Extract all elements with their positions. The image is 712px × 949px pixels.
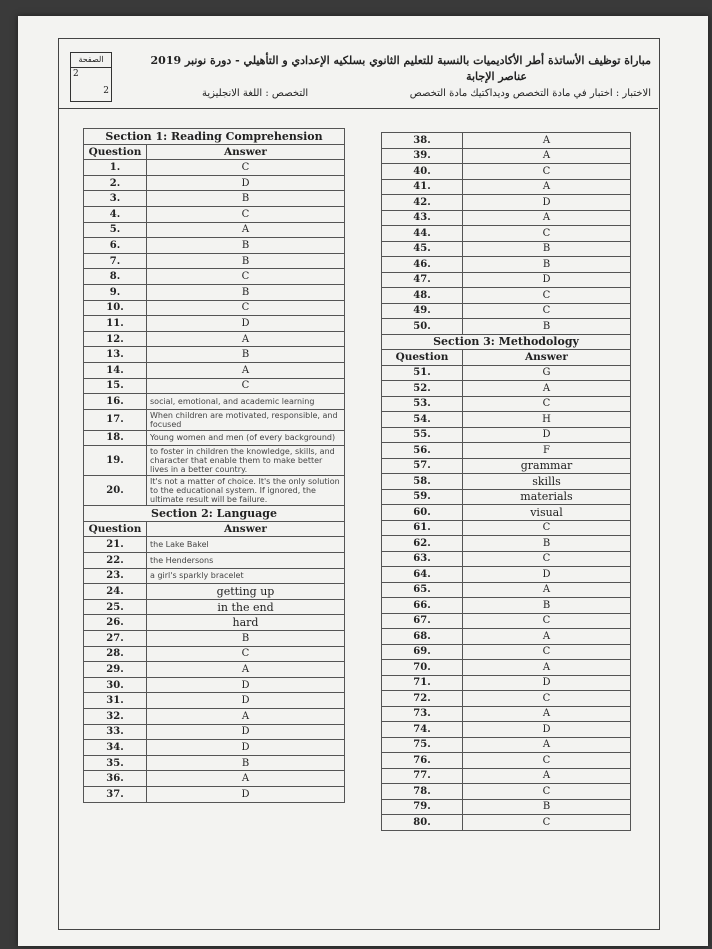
answer-value: hard xyxy=(147,615,345,631)
answer-value: A xyxy=(463,210,631,226)
answer-value: C xyxy=(463,288,631,304)
answer-value: F xyxy=(463,443,631,459)
answer-value: A xyxy=(147,222,345,238)
table-row xyxy=(84,786,345,802)
column-header-question: Question xyxy=(382,350,463,366)
page-number-box xyxy=(70,52,112,102)
question-number: 9. xyxy=(84,284,147,300)
question-number: 16. xyxy=(84,394,147,410)
answer-value: B xyxy=(147,755,345,771)
table-row xyxy=(84,362,345,378)
table-row xyxy=(84,553,345,569)
answer-value: C xyxy=(463,164,631,180)
question-number: 41. xyxy=(382,179,463,195)
document-header xyxy=(60,50,657,104)
answer-value: social, emotional, and academic learning xyxy=(147,394,345,410)
question-number: 59. xyxy=(382,489,463,505)
left-answer-table xyxy=(83,128,345,803)
table-row xyxy=(382,706,631,722)
answer-value: A xyxy=(147,362,345,378)
question-number: 53. xyxy=(382,396,463,412)
question-number: 56. xyxy=(382,443,463,459)
table-row xyxy=(382,381,631,397)
table-row xyxy=(382,799,631,815)
table-row xyxy=(84,615,345,631)
answer-value: A xyxy=(463,768,631,784)
table-row xyxy=(84,316,345,332)
answer-value: D xyxy=(147,175,345,191)
question-number: 47. xyxy=(382,272,463,288)
answer-value: the Lake Bakel xyxy=(147,537,345,553)
question-number: 78. xyxy=(382,784,463,800)
table-row xyxy=(382,644,631,660)
answer-value: H xyxy=(463,412,631,428)
answer-value: A xyxy=(147,771,345,787)
table-row xyxy=(382,768,631,784)
question-number: 71. xyxy=(382,675,463,691)
question-number: 72. xyxy=(382,691,463,707)
question-number: 52. xyxy=(382,381,463,397)
question-number: 27. xyxy=(84,631,147,647)
question-number: 28. xyxy=(84,646,147,662)
answer-value: A xyxy=(147,331,345,347)
table-row xyxy=(382,489,631,505)
table-row xyxy=(84,740,345,756)
table-row xyxy=(382,288,631,304)
question-number: 48. xyxy=(382,288,463,304)
answer-value: D xyxy=(463,195,631,211)
answer-value: the Hendersons xyxy=(147,553,345,569)
answer-value: materials xyxy=(463,489,631,505)
question-number: 61. xyxy=(382,520,463,536)
answer-value: skills xyxy=(463,474,631,490)
table-row xyxy=(84,677,345,693)
table-row xyxy=(84,175,345,191)
question-number: 37. xyxy=(84,786,147,802)
question-number: 43. xyxy=(382,210,463,226)
answer-value: B xyxy=(147,631,345,647)
question-number: 35. xyxy=(84,755,147,771)
table-row xyxy=(382,691,631,707)
answer-value: C xyxy=(147,646,345,662)
table-row xyxy=(382,722,631,738)
question-number: 18. xyxy=(84,430,147,446)
right-answer-table xyxy=(381,132,631,831)
question-number: 8. xyxy=(84,269,147,285)
question-number: 23. xyxy=(84,568,147,584)
answer-value: A xyxy=(463,582,631,598)
table-row xyxy=(84,584,345,600)
answer-value: D xyxy=(147,316,345,332)
table-row xyxy=(382,365,631,381)
question-number: 4. xyxy=(84,206,147,222)
table-row xyxy=(84,347,345,363)
question-number: 67. xyxy=(382,613,463,629)
question-number: 1. xyxy=(84,160,147,176)
question-number: 30. xyxy=(84,677,147,693)
answer-value: D xyxy=(147,786,345,802)
question-number: 69. xyxy=(382,644,463,660)
answer-value: Young women and men (of every background) xyxy=(147,430,345,446)
answer-value: C xyxy=(463,644,631,660)
table-row xyxy=(84,662,345,678)
question-number: 73. xyxy=(382,706,463,722)
question-number: 77. xyxy=(382,768,463,784)
table-row xyxy=(84,300,345,316)
answer-value: A xyxy=(463,660,631,676)
answer-value: C xyxy=(463,815,631,831)
question-number: 19. xyxy=(84,446,147,476)
answer-value: a girl's sparkly bracelet xyxy=(147,568,345,584)
answer-value: D xyxy=(147,677,345,693)
answer-value: A xyxy=(147,662,345,678)
answer-value: to foster in children the knowledge, skills, and character that enable them to make better lives in a better country. xyxy=(147,446,345,476)
table-row xyxy=(382,396,631,412)
question-number: 38. xyxy=(382,133,463,149)
table-row xyxy=(382,427,631,443)
answer-value: A xyxy=(463,706,631,722)
answer-value: B xyxy=(147,191,345,207)
column-header-answer: Answer xyxy=(463,350,631,366)
question-number: 34. xyxy=(84,740,147,756)
question-number: 2. xyxy=(84,175,147,191)
question-number: 63. xyxy=(382,551,463,567)
question-number: 68. xyxy=(382,629,463,645)
question-number: 54. xyxy=(382,412,463,428)
table-row xyxy=(382,737,631,753)
answer-value: D xyxy=(147,740,345,756)
answer-value: A xyxy=(463,629,631,645)
answer-value: getting up xyxy=(147,584,345,600)
answer-value: B xyxy=(463,598,631,614)
answer-value: D xyxy=(463,567,631,583)
question-number: 3. xyxy=(84,191,147,207)
table-row xyxy=(84,599,345,615)
table-row xyxy=(84,222,345,238)
question-number: 74. xyxy=(382,722,463,738)
table-row xyxy=(382,582,631,598)
exam-subject: الاختبار : اختبار في مادة التخصص وديداكتيك مادة التخصص xyxy=(409,88,651,99)
table-row xyxy=(382,226,631,242)
question-number: 79. xyxy=(382,799,463,815)
answer-value: C xyxy=(147,269,345,285)
answer-value: B xyxy=(463,799,631,815)
table-row xyxy=(382,257,631,273)
answer-value: in the end xyxy=(147,599,345,615)
answer-value: C xyxy=(463,784,631,800)
table-row xyxy=(84,646,345,662)
answer-value: C xyxy=(147,160,345,176)
question-number: 24. xyxy=(84,584,147,600)
question-number: 12. xyxy=(84,331,147,347)
question-number: 70. xyxy=(382,660,463,676)
question-number: 58. xyxy=(382,474,463,490)
table-row xyxy=(84,709,345,725)
exam-title: مباراة توظيف الأساتذة أطر الأكاديميات بالنسبة للتعليم الثانوي بسلكيه الإعدادي و التأهيلي - دورة نونبر 2019 xyxy=(150,54,651,67)
exam-subtitle: عناصر الإجابة xyxy=(466,70,527,83)
answer-value: A xyxy=(463,148,631,164)
table-row xyxy=(382,629,631,645)
answer-value: C xyxy=(463,226,631,242)
table-row xyxy=(382,660,631,676)
answer-value: B xyxy=(147,238,345,254)
answer-value: B xyxy=(463,536,631,552)
question-number: 45. xyxy=(382,241,463,257)
table-row xyxy=(382,753,631,769)
answer-value: C xyxy=(463,753,631,769)
question-number: 39. xyxy=(382,148,463,164)
question-number: 11. xyxy=(84,316,147,332)
answer-value: When children are motivated, responsible, and focused xyxy=(147,409,345,430)
table-row xyxy=(84,755,345,771)
answer-value: B xyxy=(463,319,631,335)
answer-value: B xyxy=(147,253,345,269)
answer-value: C xyxy=(463,303,631,319)
answer-value: C xyxy=(463,396,631,412)
table-row xyxy=(382,551,631,567)
table-row xyxy=(84,394,345,410)
table-row xyxy=(382,613,631,629)
page-number-current: 2 xyxy=(73,69,79,79)
table-row xyxy=(382,520,631,536)
question-number: 64. xyxy=(382,567,463,583)
question-number: 33. xyxy=(84,724,147,740)
table-row xyxy=(382,195,631,211)
table-row xyxy=(382,164,631,180)
table-row xyxy=(382,474,631,490)
table-row xyxy=(382,567,631,583)
answer-value: D xyxy=(463,722,631,738)
table-row xyxy=(84,568,345,584)
table-row xyxy=(84,537,345,553)
answer-value: D xyxy=(463,427,631,443)
question-number: 15. xyxy=(84,378,147,394)
table-row xyxy=(84,631,345,647)
table-row xyxy=(382,815,631,831)
table-row xyxy=(84,476,345,506)
table-row xyxy=(84,160,345,176)
table-row xyxy=(84,446,345,476)
table-row xyxy=(84,378,345,394)
answer-value: C xyxy=(463,691,631,707)
question-number: 62. xyxy=(382,536,463,552)
table-row xyxy=(382,241,631,257)
table-row xyxy=(382,303,631,319)
table-row xyxy=(382,443,631,459)
answer-value: A xyxy=(463,737,631,753)
question-number: 57. xyxy=(382,458,463,474)
answer-value: B xyxy=(463,257,631,273)
answer-value: C xyxy=(147,378,345,394)
column-header-question: Question xyxy=(84,521,147,537)
question-number: 40. xyxy=(382,164,463,180)
question-number: 6. xyxy=(84,238,147,254)
table-row xyxy=(84,409,345,430)
table-row xyxy=(382,319,631,335)
answer-value: D xyxy=(463,272,631,288)
table-row xyxy=(84,693,345,709)
answer-value: C xyxy=(463,613,631,629)
answer-value: B xyxy=(147,284,345,300)
question-number: 42. xyxy=(382,195,463,211)
column-header-answer: Answer xyxy=(147,521,345,537)
question-number: 26. xyxy=(84,615,147,631)
question-number: 50. xyxy=(382,319,463,335)
table-row xyxy=(382,272,631,288)
table-row xyxy=(382,675,631,691)
page-number-total: 2 xyxy=(103,86,109,96)
question-number: 75. xyxy=(382,737,463,753)
question-number: 76. xyxy=(382,753,463,769)
answer-value: A xyxy=(147,709,345,725)
answer-value: D xyxy=(147,724,345,740)
table-row xyxy=(382,784,631,800)
page-label: الصفحة xyxy=(71,53,111,68)
table-row xyxy=(382,148,631,164)
column-header-answer: Answer xyxy=(147,144,345,160)
question-number: 10. xyxy=(84,300,147,316)
answer-value: C xyxy=(463,520,631,536)
answer-value: grammar xyxy=(463,458,631,474)
question-number: 25. xyxy=(84,599,147,615)
answer-value: A xyxy=(463,381,631,397)
table-row xyxy=(84,269,345,285)
question-number: 66. xyxy=(382,598,463,614)
answer-value: A xyxy=(463,133,631,149)
table-row xyxy=(382,412,631,428)
question-number: 60. xyxy=(382,505,463,521)
question-number: 29. xyxy=(84,662,147,678)
question-number: 51. xyxy=(382,365,463,381)
column-header-question: Question xyxy=(84,144,147,160)
answer-value: B xyxy=(147,347,345,363)
table-row xyxy=(84,191,345,207)
table-row xyxy=(382,536,631,552)
section1-title: Section 1: Reading Comprehension xyxy=(84,129,345,145)
question-number: 17. xyxy=(84,409,147,430)
table-row xyxy=(382,179,631,195)
table-row xyxy=(382,133,631,149)
question-number: 13. xyxy=(84,347,147,363)
question-number: 14. xyxy=(84,362,147,378)
question-number: 46. xyxy=(382,257,463,273)
question-number: 65. xyxy=(382,582,463,598)
table-row xyxy=(84,284,345,300)
answer-value: D xyxy=(147,693,345,709)
answer-value: visual xyxy=(463,505,631,521)
question-number: 7. xyxy=(84,253,147,269)
question-number: 44. xyxy=(382,226,463,242)
question-number: 36. xyxy=(84,771,147,787)
question-number: 55. xyxy=(382,427,463,443)
question-number: 21. xyxy=(84,537,147,553)
answer-value: B xyxy=(463,241,631,257)
table-row xyxy=(84,771,345,787)
exam-specialty: التخصص : اللغة الانجليزية xyxy=(202,88,309,99)
answer-value: A xyxy=(463,179,631,195)
table-row xyxy=(84,206,345,222)
header-divider xyxy=(58,108,658,109)
table-row xyxy=(84,724,345,740)
question-number: 31. xyxy=(84,693,147,709)
section2-title: Section 2: Language xyxy=(84,506,345,522)
answer-value: C xyxy=(463,551,631,567)
table-row xyxy=(84,331,345,347)
table-row xyxy=(84,253,345,269)
table-row xyxy=(382,458,631,474)
question-number: 32. xyxy=(84,709,147,725)
table-row xyxy=(382,505,631,521)
table-row xyxy=(84,238,345,254)
question-number: 80. xyxy=(382,815,463,831)
question-number: 5. xyxy=(84,222,147,238)
table-row xyxy=(84,430,345,446)
answer-value: D xyxy=(463,675,631,691)
question-number: 22. xyxy=(84,553,147,569)
question-number: 49. xyxy=(382,303,463,319)
question-number: 20. xyxy=(84,476,147,506)
table-row xyxy=(382,598,631,614)
answer-value: It's not a matter of choice. It's the only solution to the educational system. If ignored, the ultimate result will be failure. xyxy=(147,476,345,506)
section3-title: Section 3: Methodology xyxy=(382,334,631,350)
answer-value: G xyxy=(463,365,631,381)
answer-value: C xyxy=(147,300,345,316)
answer-value: C xyxy=(147,206,345,222)
table-row xyxy=(382,210,631,226)
